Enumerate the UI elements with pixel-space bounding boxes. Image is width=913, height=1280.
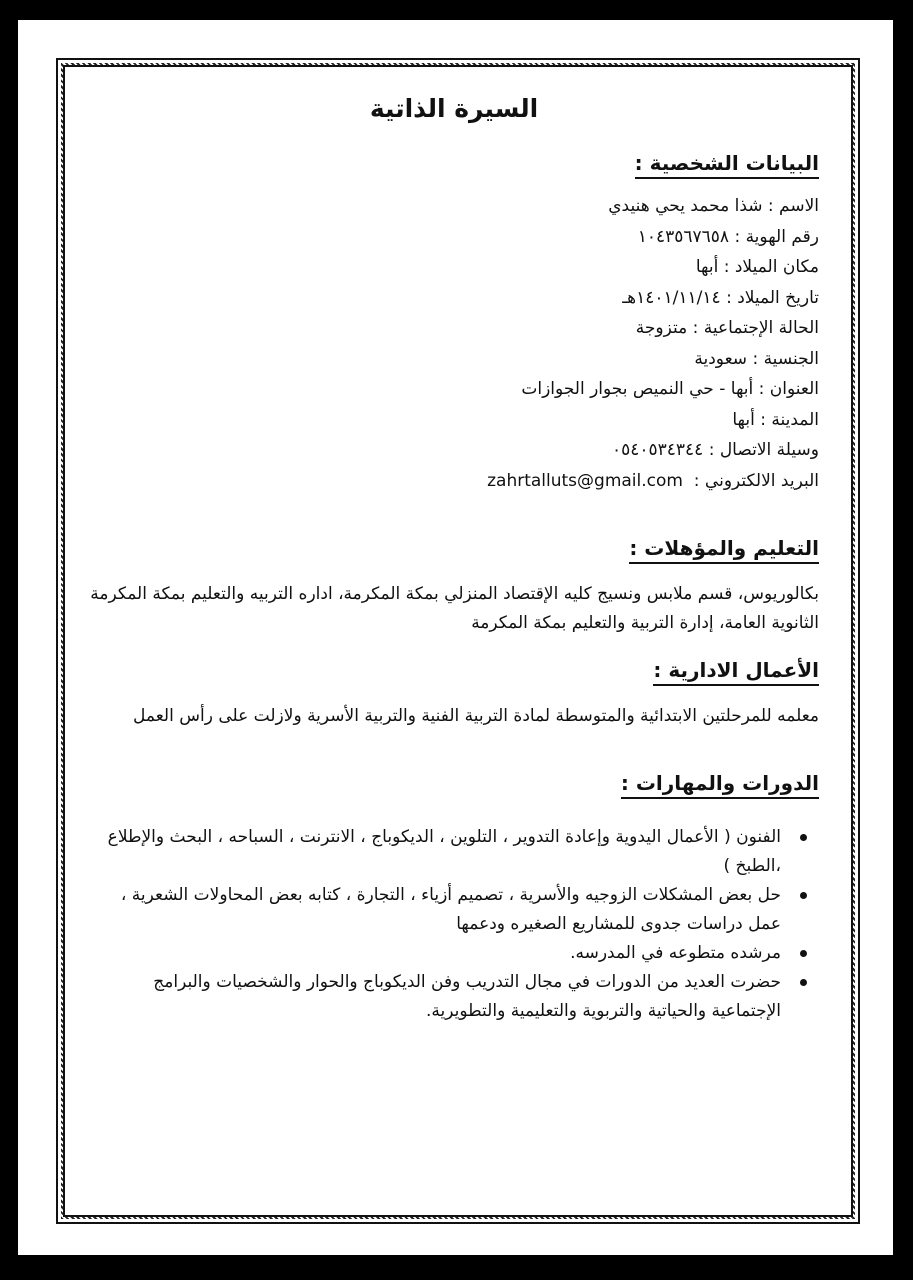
detail-label: الجنسية : xyxy=(752,348,819,369)
personal-section xyxy=(89,151,819,496)
decorative-border xyxy=(56,58,860,1224)
detail-value: سعودية xyxy=(694,348,748,369)
email-address: zahrtalluts@gmail.com xyxy=(487,470,683,491)
section-heading-personal: البيانات الشخصية : xyxy=(635,151,819,179)
detail-value: ١٤٠١/١١/١٤هـ xyxy=(622,287,721,308)
cv-content xyxy=(89,89,819,1026)
detail-value: ٠٥٤٠٥٣٤٣٤٤ xyxy=(611,440,704,460)
detail-label: العنوان : xyxy=(758,379,819,399)
detail-label: تاريخ الميلاد : xyxy=(726,287,819,308)
detail-value: أبها xyxy=(732,409,755,430)
courses-list xyxy=(89,823,819,1026)
detail-value: أبها - حي النميص بجوار الجوازات xyxy=(521,379,754,399)
detail-row-id xyxy=(89,222,819,253)
list-item: حضرت العديد من الدورات في مجال التدريب وفن الديكوباج والحوار والشخصيات والبرامج الإجتماعية والحياتية والتربوية والتعليمية والتطويرية. xyxy=(89,968,781,1026)
detail-label: الحالة الإجتماعية : xyxy=(692,318,819,338)
section-heading-courses: الدورات والمهارات : xyxy=(621,771,819,799)
work-description: معلمه للمرحلتين الابتدائية والمتوسطة لمادة التربية الفنية والتربية الأسرية ولازلت على رأس العمل xyxy=(133,706,819,726)
detail-row-city xyxy=(89,405,819,436)
detail-label: مكان الميلاد : xyxy=(723,257,819,277)
section-heading-work: الأعمال الادارية : xyxy=(653,658,819,686)
detail-row-contact xyxy=(89,435,819,466)
detail-row-birthplace xyxy=(89,252,819,283)
detail-label: وسيلة الاتصال : xyxy=(708,440,819,460)
detail-label: رقم الهوية : xyxy=(734,226,819,247)
list-item: حل بعض المشكلات الزوجيه والأسرية ، تصميم أزياء ، التجارة ، كتابه بعض المحاولات الشعرية ، عمل دراسات جدوى للمشاريع الصغيره ودعمها xyxy=(89,881,781,939)
detail-row-marital-status xyxy=(89,313,819,344)
detail-label: المدينة : xyxy=(760,409,819,430)
list-item: الفنون ( الأعمال اليدوية وإعادة التدوير ، التلوين ، الديكوباج ، الانترنت ، السباحه ، البحث والإطلاع ،الطبخ ) xyxy=(89,823,781,881)
section-heading-education: التعليم والمؤهلات : xyxy=(629,536,819,564)
detail-label: البريد الالكتروني : xyxy=(693,470,819,491)
page-content-area xyxy=(63,65,853,1217)
courses-section xyxy=(89,771,819,1026)
detail-row-nationality xyxy=(89,344,819,375)
education-list xyxy=(89,580,819,638)
education-item: بكالوريوس، قسم ملابس ونسيج كليه الإقتصاد المنزلي بمكة المكرمة، اداره التربيه والتعليم بمكة المكرمة xyxy=(90,584,819,604)
detail-label: الاسم : xyxy=(767,196,819,216)
education-section xyxy=(89,536,819,638)
page-title: السيرة الذاتية xyxy=(369,94,539,123)
work-section xyxy=(89,658,819,731)
detail-row-name xyxy=(89,191,819,222)
education-item: الثانوية العامة، إدارة التربية والتعليم بمكة المكرمة xyxy=(471,613,819,633)
detail-value: ١٠٤٣٥٦٧٦٥٨ xyxy=(637,226,730,247)
personal-details xyxy=(89,191,819,496)
detail-row-birthdate xyxy=(89,283,819,314)
detail-value: متزوجة xyxy=(635,318,688,338)
cv-page xyxy=(18,20,893,1255)
detail-value: أبها xyxy=(695,257,719,277)
detail-value: شذا محمد يحي هنيدي xyxy=(608,196,763,216)
detail-row-address xyxy=(89,374,819,405)
detail-row-email xyxy=(89,466,819,497)
list-item: مرشده متطوعه في المدرسه. xyxy=(89,939,781,968)
